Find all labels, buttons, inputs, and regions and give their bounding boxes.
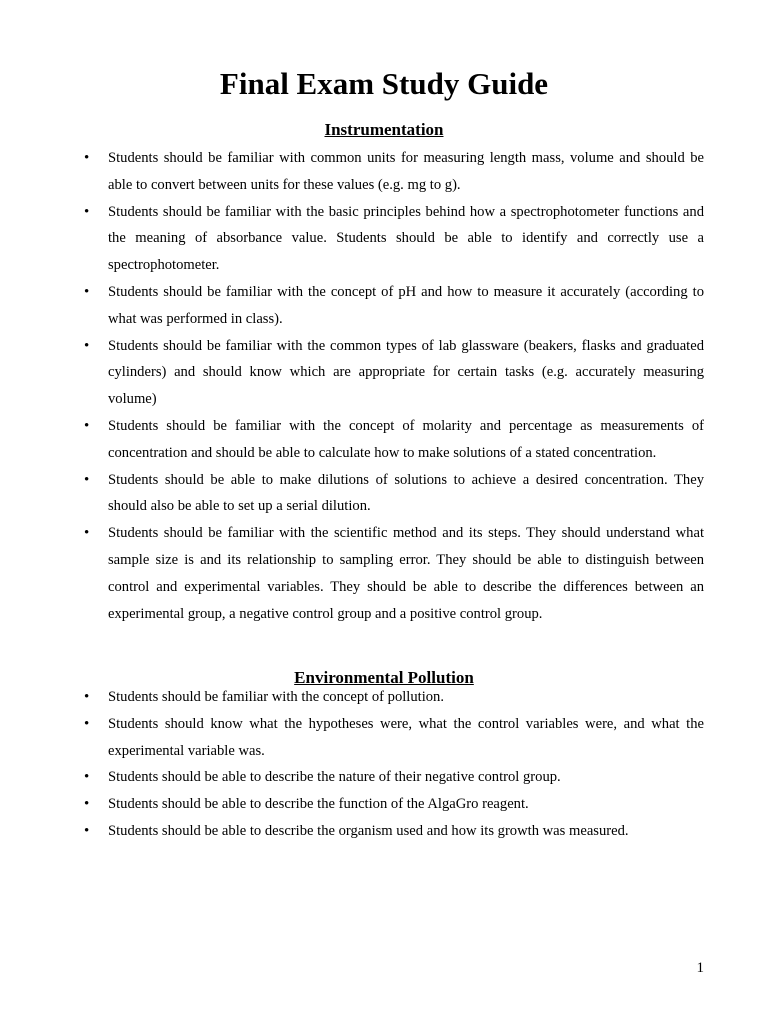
list-item: [84, 199, 704, 279]
list-item-text: Students should be familiar with the basic principles behind how a spectrophotometer functions and the meaning of absorbance value. Students should be able to identify and correctly use a spectrophotometer.: [108, 203, 704, 274]
bullet-icon: •: [84, 822, 90, 839]
list-item-text: Students should be able to describe the function of the AlgaGro reagent.: [108, 796, 529, 813]
section-heading-environmental-pollution: Environmental Pollution: [294, 668, 474, 687]
instrumentation-list: [84, 145, 704, 627]
list-item: [84, 711, 704, 765]
list-item-text: Students should be able to describe the organism used and how its growth was measured.: [108, 822, 629, 839]
list-item: [84, 684, 704, 711]
bullet-icon: •: [84, 715, 90, 732]
list-item-text: Students should be familiar with common units for measuring length mass, volume and should be able to convert between units for these values (e.g. mg to g).: [108, 150, 704, 193]
list-item: [84, 818, 704, 845]
bullet-icon: •: [84, 525, 90, 542]
list-item: [84, 791, 704, 818]
list-item-text: Students should be familiar with the scientific method and its steps. They should understand what sample size is and its relationship to sampling error. They should be able to distinguish between control and experimental variables. They should be able to describe the differences between an experimental group, a negative control group and a positive control group.: [108, 525, 704, 622]
list-item: [84, 764, 704, 791]
list-item-text: Students should be familiar with the common types of lab glassware (beakers, flasks and graduated cylinders) and should know which are appropriate for certain tasks (e.g. accurately measuring volume): [108, 337, 704, 408]
bullet-icon: •: [84, 337, 90, 354]
document-title: Final Exam Study Guide: [219, 66, 549, 101]
bullet-icon: •: [84, 689, 90, 705]
list-item: [84, 520, 704, 627]
environmental-pollution-list: [84, 684, 704, 845]
section-heading-instrumentation: Instrumentation: [324, 120, 444, 139]
list-item-text: Students should be familiar with the concept of pH and how to measure it accurately (according to what was performed in class).: [108, 283, 704, 327]
list-item-text: Students should know what the hypotheses were, what the control variables were, and what the experimental variable was.: [108, 715, 704, 759]
bullet-icon: •: [84, 796, 90, 813]
bullet-icon: •: [84, 769, 90, 786]
list-item: [84, 279, 704, 333]
bullet-icon: •: [84, 417, 90, 434]
list-item: [84, 467, 704, 521]
list-item-text: Students should be familiar with the concept of pollution.: [108, 689, 445, 705]
list-item-text: Students should be able to describe the nature of their negative control group.: [108, 769, 561, 786]
bullet-icon: •: [84, 283, 90, 300]
bullet-icon: •: [84, 471, 90, 488]
page-number: 1: [696, 960, 704, 976]
list-item: [84, 333, 704, 413]
list-item-text: Students should be familiar with the concept of molarity and percentage as measurements of concentration and should be able to calculate how to make solutions of a stated concentration.: [108, 417, 704, 461]
bullet-icon: •: [84, 150, 90, 166]
list-item: [84, 145, 704, 199]
list-item-text: Students should be able to make dilutions of solutions to achieve a desired concentration. They should also be able to set up a serial dilution.: [108, 471, 704, 515]
bullet-icon: •: [84, 203, 90, 220]
list-item: [84, 413, 704, 467]
